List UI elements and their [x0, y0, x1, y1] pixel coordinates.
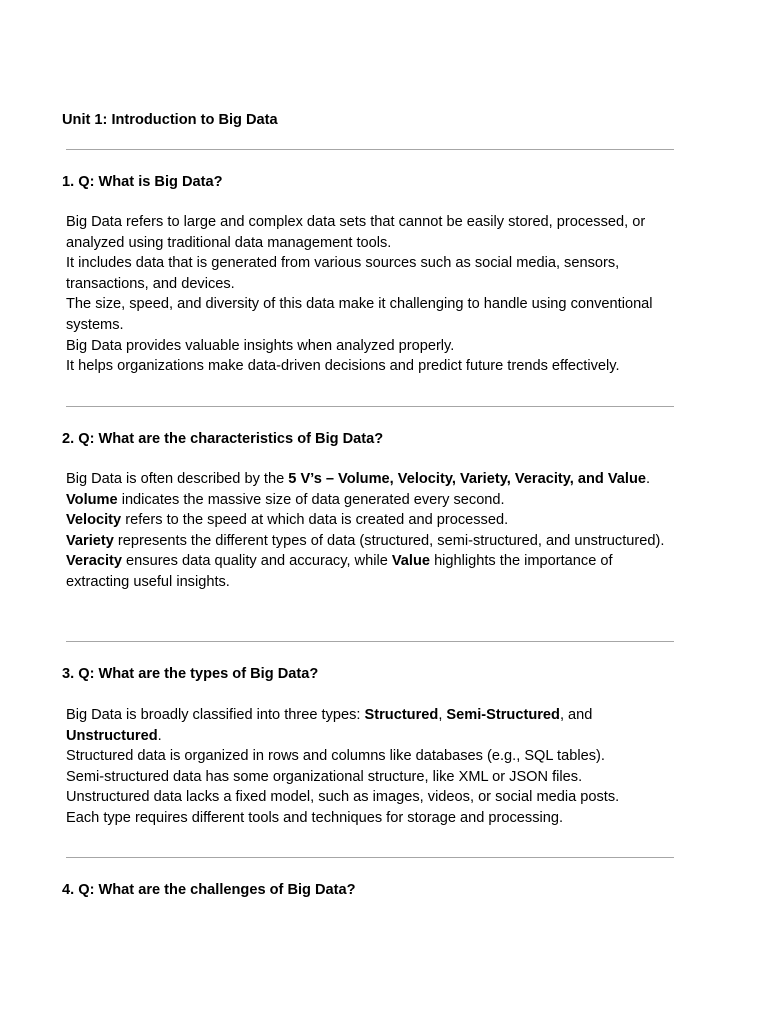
answer-3-line: Structured data is organized in rows and columns like databases (e.g., SQL tables). — [66, 748, 605, 765]
text-span: . — [157, 727, 162, 744]
answer-2-line — [62, 510, 678, 531]
text-span: highlights the importance of extracting useful insights. — [66, 553, 613, 590]
term-bold: Variety — [66, 532, 114, 549]
answer-1-line: Big Data refers to large and complex data sets that cannot be easily stored, processed, or analyzed using traditional data management tools. — [66, 214, 646, 251]
question-1-heading: 1. Q: What is Big Data? — [62, 174, 223, 190]
answer-3 — [62, 705, 678, 829]
answer-1-line: The size, speed, and diversity of this data make it challenging to handle using conventional systems. — [66, 296, 653, 333]
text-span: , and — [559, 707, 593, 723]
text-span: , — [438, 707, 447, 723]
term-bold: Unstructured — [66, 727, 158, 744]
text-span: ensures data quality and accuracy, while — [122, 553, 392, 570]
answer-1-line: It helps organizations make data-driven decisions and predict future trends effectively. — [66, 358, 620, 375]
question-3-heading: 3. Q: What are the types of Big Data? — [62, 666, 319, 682]
term-bold: Volume — [66, 491, 118, 508]
answer-1 — [62, 212, 678, 377]
term-bold: Semi-Structured — [446, 707, 560, 723]
term-bold: Value — [391, 553, 431, 570]
text-span: Big Data is broadly classified into three types: — [66, 707, 365, 723]
divider — [66, 149, 674, 150]
question-2-heading: 2. Q: What are the characteristics of Big Data? — [62, 431, 384, 447]
divider — [66, 641, 674, 642]
answer-2-line — [62, 551, 678, 592]
answer-3-line: Semi-structured data has some organizational structure, like XML or JSON files. — [66, 768, 583, 785]
divider — [66, 406, 674, 407]
five-vs-bold: 5 V’s – Volume, Velocity, Variety, Veracity, and Value — [288, 471, 647, 487]
text-span: . — [646, 471, 651, 487]
question-4-heading: 4. Q: What are the challenges of Big Data? — [62, 882, 356, 898]
answer-3-line — [62, 705, 678, 746]
text-span: indicates the massive size of data generated every second. — [117, 491, 505, 508]
term-bold: Structured — [364, 707, 439, 723]
answer-3-line: Unstructured data lacks a fixed model, such as images, videos, or social media posts. — [66, 789, 620, 806]
answer-1-line: Big Data provides valuable insights when analyzed properly. — [66, 337, 455, 354]
answer-3-line: Each type requires different tools and techniques for storage and processing. — [66, 809, 564, 826]
answer-2 — [62, 469, 678, 593]
text-span: refers to the speed at which data is created and processed. — [121, 512, 509, 529]
answer-2-line — [62, 469, 678, 490]
answer-1-line: It includes data that is generated from various sources such as social media, sensors, transactions, and devices. — [66, 255, 620, 292]
text-span: represents the different types of data (structured, semi-structured, and unstructured). — [113, 532, 665, 549]
unit-title: Unit 1: Introduction to Big Data — [62, 112, 278, 128]
answer-2-line — [62, 490, 678, 511]
answer-2-line — [62, 531, 678, 552]
term-bold: Veracity — [66, 553, 122, 570]
divider — [66, 857, 674, 858]
text-span: Big Data is often described by the — [66, 471, 289, 487]
term-bold: Velocity — [66, 512, 122, 529]
